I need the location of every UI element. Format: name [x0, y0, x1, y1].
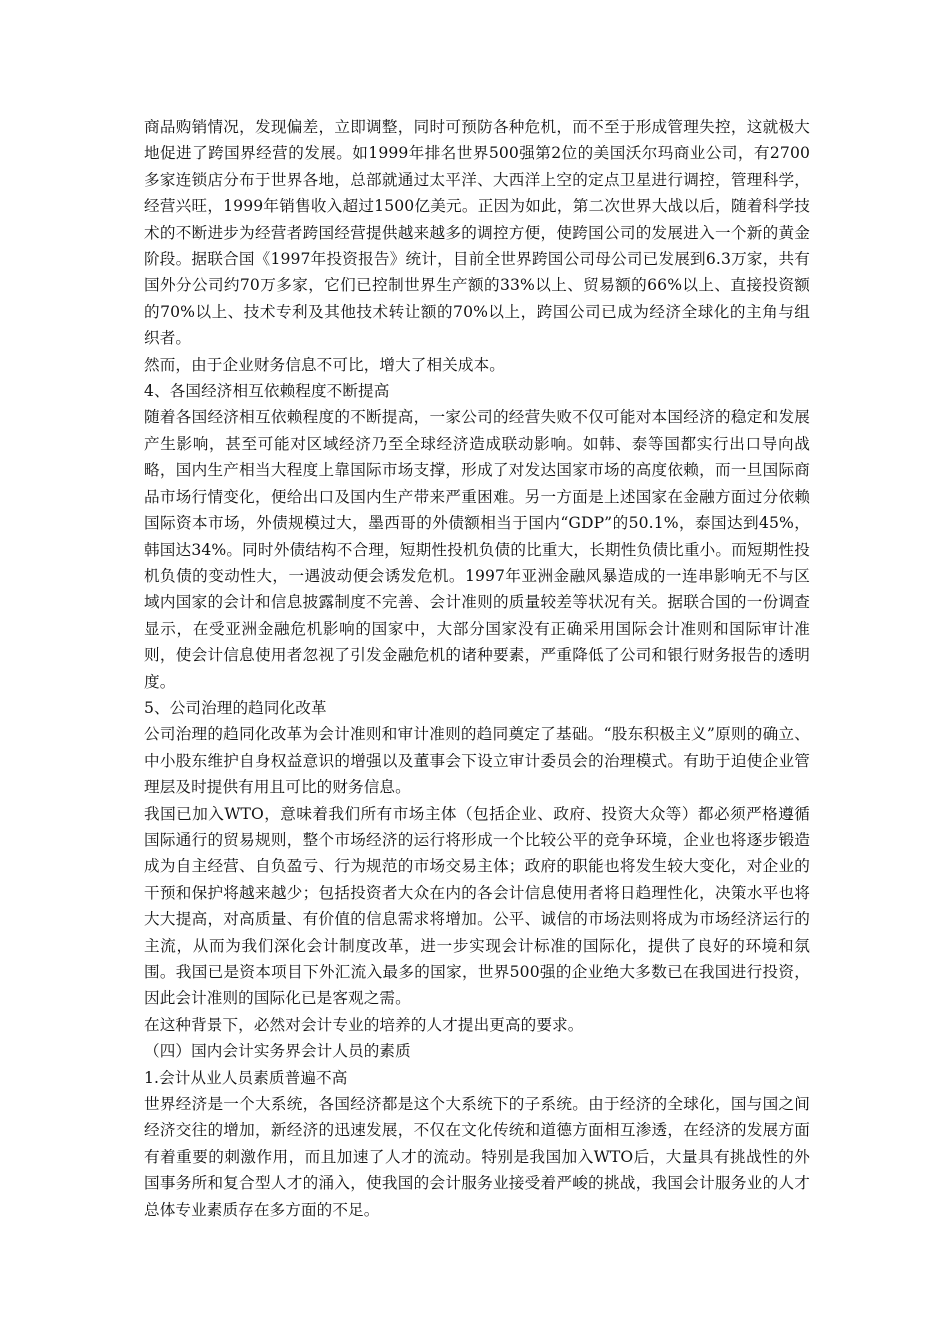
section-heading-4: 4、各国经济相互依赖程度不断提高 — [144, 382, 390, 401]
paragraph-economic-interdependence: 随着各国经济相互依赖程度的不断提高，一家公司的经营失败不仅可能对本国经济的稳定和发展产生影响，甚至可能对区域经济乃至全球经济造成联动影响。如韩、泰等国都实行出口导向战略，国内生产相当大程度上靠国际市场支撑，形成了对发达国家市场的高度依赖，而一旦国际商品市场行情变化，便给出口及国内生产带来严重困难。另一方面是上述国家在金融方面过分依赖国际资本市场，外债规模过大，墨西哥的外债额相当于国内“GDP”的50.1%，泰国达到45%，韩国达34%。同时外债结构不合理，短期性投机负债的比重大，长期性负债比重小。而短期性投机负债的变动性大，一遇波动便会诱发危机。1997年亚洲金融风暴造成的一连串影响无不与区域内国家的会计和信息披露制度不完善、会计准则的质量较差等状况有关。据联合国的一份调查显示，在受亚洲金融危机影响的国家中，大部分国家没有正确采用国际会计准则和国际审计准则，使会计信息使用者忽视了引发金融危机的诸种要素，严重降低了公司和银行财务报告的透明度。 — [144, 408, 810, 691]
paragraph-talent-requirements: 在这种背景下，必然对会计专业的培养的人才提出更高的要求。 — [144, 1015, 584, 1034]
paragraph-multinational-growth: 商品购销情况，发现偏差，立即调整，同时可预防各种危机，而不至于形成管理失控，这就极大地促进了跨国界经营的发展。如1999年排名世界500强第2位的美国沃尔玛商业公司，有2700多家连锁店分布于世界各地，总部就通过太平洋、大西洋上空的定点卫星进行调控，管理科学，经营兴旺，1999年销售收入超过1500亿美元。正因为如此，第二次世界大战以后，随着科学技术的不断进步为经营者跨国经营提供越来越多的调控方便，使跨国公司的发展进入一个新的黄金阶段。据联合国《1997年投资报告》统计，目前全世界跨国公司母公司已发展到6.3万家，共有国外分公司约70万多家，它们已控制世界生产额的33%以上、贸易额的66%以上、直接投资额的70%以上、技术专利及其他技术转让额的70%以上，跨国公司已成为经济全球化的主角与组织者。 — [144, 118, 810, 348]
paragraph-corporate-governance: 公司治理的趋同化改革为会计准则和审计准则的趋同奠定了基础。“股东积极主义”原则的确立、中小股东维护自身权益意识的增强以及董事会下设立审计委员会的治理模式。有助于迫使企业管理层及时提供有用且可比的财务信息。 — [144, 725, 810, 797]
document-page — [144, 114, 810, 1223]
paragraph-world-economy-system: 世界经济是一个大系统，各国经济都是这个大系统下的子系统。由于经济的全球化，国与国之间经济交往的增加，新经济的迅速发展，不仅在文化传统和道德方面相互渗透，在经济的发展方面有着重要的刺激作用，而且加速了人才的流动。特别是我国加入WTO后，大量具有挑战性的外国事务所和复合型人才的涌入，使我国的会计服务业接受着严峻的挑战，我国会计服务业的人才总体专业素质存在多方面的不足。 — [144, 1095, 810, 1219]
section-heading-5: 5、公司治理的趋同化改革 — [144, 698, 327, 717]
section-heading-part-4: （四）国内会计实务界会计人员的素质 — [144, 1042, 411, 1061]
paragraph-wto-accession: 我国已加入WTO，意味着我们所有市场主体（包括企业、政府、投资大众等）都必须严格遵循国际通行的贸易规则，整个市场经济的运行将形成一个比较公平的竞争环境，企业也将逐步锻造成为自主经营、自负盈亏、行为规范的市场交易主体；政府的职能也将发生较大变化，对企业的干预和保护将越来越少；包括投资者大众在内的各会计信息使用者将日趋理性化，决策水平也将大大提高，对高质量、有价值的信息需求将增加。公平、诚信的市场法则将成为市场经济运行的主流，从而为我们深化会计制度改革，进一步实现会计标准的国际化，提供了良好的环境和氛围。我国已是资本项目下外汇流入最多的国家，世界500强的企业绝大多数已在我国进行投资，因此会计准则的国际化已是客观之需。 — [144, 804, 810, 1008]
section-heading-1: 1.会计从业人员素质普遍不高 — [144, 1068, 348, 1087]
paragraph-cost-note: 然而，由于企业财务信息不可比，增大了相关成本。 — [144, 355, 505, 374]
